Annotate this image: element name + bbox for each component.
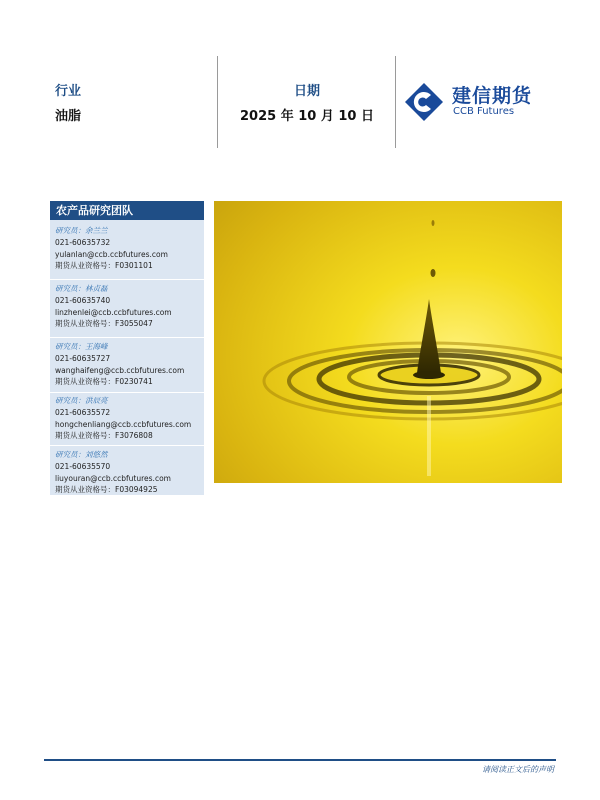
date-value: 2025 年 10 月 10 日 [240, 109, 374, 124]
separator [50, 392, 204, 393]
date-label: 日期 [293, 84, 320, 99]
separator [50, 445, 204, 446]
analyst-email[interactable]: linzhenlei@ccb.ccbfutures.com [55, 307, 172, 317]
analyst-email[interactable]: yulanlan@ccb.ccbfutures.com [55, 249, 168, 259]
logo-name-en: CCB Futures [453, 106, 515, 117]
analyst-phone: 021-60635570 [55, 461, 111, 471]
analyst-card [55, 341, 203, 388]
analyst-license: 期货从业资格号：F3076808 [55, 431, 153, 441]
logo-name-cn: 建信期货 [452, 85, 533, 107]
analyst-phone: 021-60635732 [55, 237, 111, 247]
separator [50, 337, 204, 338]
analyst-email[interactable]: hongchenliang@ccb.ccbfutures.com [55, 419, 192, 429]
analyst-card [55, 395, 203, 442]
analyst-card [55, 225, 203, 272]
analyst-card [55, 283, 203, 330]
analyst-license: 期货从业资格号：F0301101 [55, 261, 153, 271]
analyst-email[interactable]: liuyouran@ccb.ccbfutures.com [55, 473, 171, 483]
analyst-phone: 021-60635727 [55, 353, 111, 363]
analyst-name: 研究员：余兰兰 [55, 226, 108, 235]
team-title: 农产品研究团队 [50, 201, 204, 220]
analyst-phone: 021-60635572 [55, 407, 111, 417]
separator [50, 279, 204, 280]
ccb-logo-icon [404, 82, 444, 122]
analyst-license: 期货从业资格号：F3055047 [55, 319, 153, 329]
analyst-license: 期货从业资格号：F03094925 [55, 485, 158, 495]
disclaimer-note: 请阅读正文后的声明 [482, 765, 554, 774]
analyst-email[interactable]: wanghaifeng@ccb.ccbfutures.com [55, 365, 185, 375]
analyst-name: 研究员：王海峰 [55, 342, 108, 351]
analyst-license: 期货从业资格号：F0230741 [55, 377, 153, 387]
analyst-card [55, 449, 203, 496]
oil-drop-photo [214, 201, 562, 483]
divider-1 [217, 56, 218, 148]
analyst-name: 研究员：刘悠然 [55, 450, 108, 459]
analyst-name: 研究员：洪辰亮 [55, 396, 108, 405]
bottom-rule [44, 759, 556, 761]
analyst-name: 研究员：林贞磊 [55, 284, 108, 293]
industry-value: 油脂 [55, 109, 82, 124]
analyst-phone: 021-60635740 [55, 295, 111, 305]
divider-2 [395, 56, 396, 148]
industry-label: 行业 [55, 84, 82, 99]
